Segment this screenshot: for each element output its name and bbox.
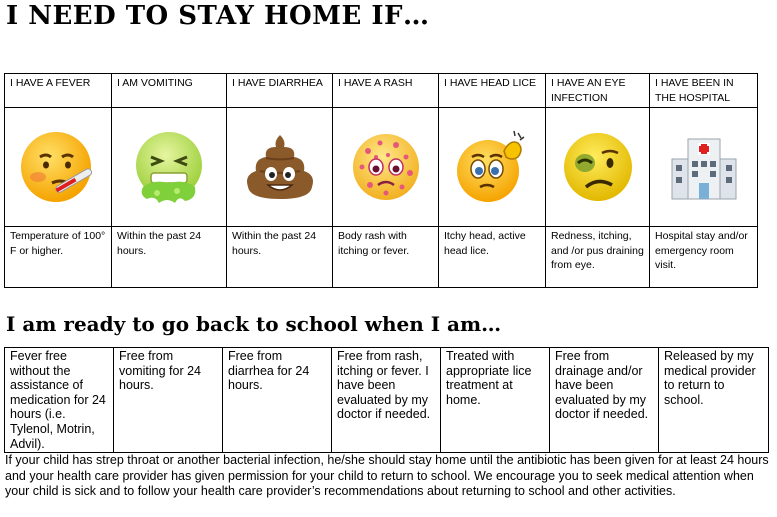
description-hospital: Hospital stay and/or emergency room visit. (650, 227, 758, 288)
condition-description-row (5, 227, 758, 288)
description-eye-infection: Redness, itching, and /or pus draining from eye. (546, 227, 650, 288)
return-vomiting: Free from vomiting for 24 hours. (114, 348, 223, 453)
stay-home-table (4, 73, 758, 288)
return-title: I am ready to go back to school when I am… (6, 312, 502, 336)
header-hospital: I HAVE BEEN IN THE HOSPITAL (650, 74, 758, 108)
condition-image-row (5, 108, 758, 227)
return-eye-infection: Free from drainage and/or have been evaluated by my doctor if needed. (550, 348, 659, 453)
head-lice-emoji-icon (452, 127, 532, 207)
return-rash: Free from rash, itching or fever. I have been evaluated by my doctor if needed. (332, 348, 441, 453)
vomiting-emoji-icon (129, 127, 209, 207)
footer-note: If your child has strep throat or another bacterial infection, he/she should stay home until the antibiotic has been given for at least 24 hours and your health care provider has given permission for your child to return to school. We encourage you to seek medical attention when your child is sick and to follow your health care provider’s recommendations about returning to school and other activities. (5, 453, 769, 498)
header-head-lice: I HAVE HEAD LICE (439, 74, 546, 108)
description-fever: Temperature of 100° F or higher. (5, 227, 112, 288)
return-diarrhea: Free from diarrhea for 24 hours. (223, 348, 332, 453)
poop-emoji-icon (240, 127, 320, 207)
return-conditions-row (5, 348, 769, 453)
description-diarrhea: Within the past 24 hours. (227, 227, 333, 288)
fever-emoji-icon (18, 127, 98, 207)
return-head-lice: Treated with appropriate lice treatment at home. (441, 348, 550, 453)
eye-infection-emoji-icon (558, 127, 638, 207)
return-hospital: Released by my medical provider to return to school. (659, 348, 769, 453)
page-title: I NEED TO STAY HOME IF… (6, 1, 430, 31)
condition-header-row (5, 74, 758, 108)
header-rash: I HAVE A RASH (333, 74, 439, 108)
return-fever: Fever free without the assistance of medication for 24 hours (i.e. Tylenol, Motrin, Advil). (5, 348, 114, 453)
rash-emoji-icon (346, 127, 426, 207)
description-head-lice: Itchy head, active head lice. (439, 227, 546, 288)
hospital-icon (668, 131, 740, 203)
return-conditions-table (4, 347, 769, 453)
description-vomiting: Within the past 24 hours. (112, 227, 227, 288)
description-rash: Body rash with itching or fever. (333, 227, 439, 288)
header-eye-infection: I HAVE AN EYE INFECTION (546, 74, 650, 108)
header-fever: I HAVE A FEVER (5, 74, 112, 108)
header-vomiting: I AM VOMITING (112, 74, 227, 108)
header-diarrhea: I HAVE DIARRHEA (227, 74, 333, 108)
